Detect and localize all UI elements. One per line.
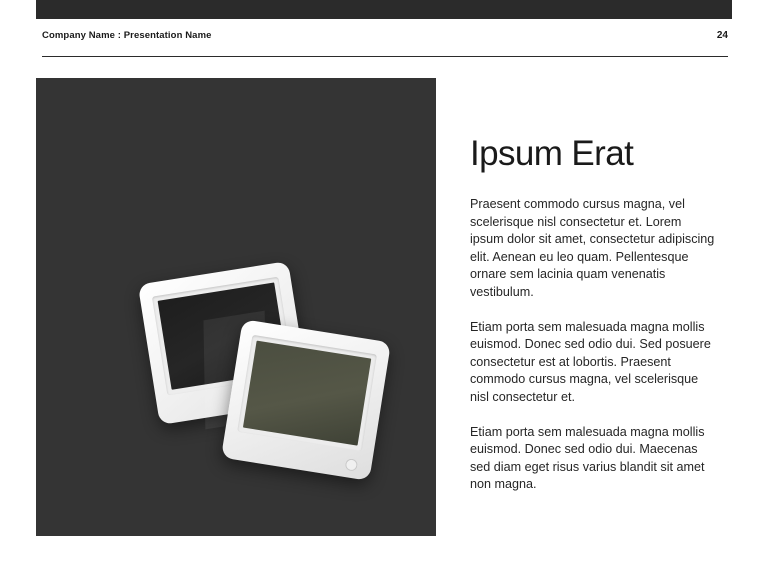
- photo-slide-front: [221, 319, 391, 481]
- page-number: 24: [716, 30, 728, 41]
- photo-slide-front-mat: [237, 335, 377, 452]
- headline: Ipsum Erat: [470, 134, 634, 173]
- photo-slide-front-dot-icon: [345, 458, 359, 472]
- photo-slide-front-image: [243, 341, 371, 446]
- body-paragraph-2: Etiam porta sem malesuada magna mollis euismod. Donec sed odio dui. Sed posuere consectetur est at lobortis. Praesent commodo cursus magna, vel scelerisque nisl consectetur et.: [470, 319, 711, 404]
- top-accent-bar: [36, 0, 732, 19]
- content-column: [470, 134, 718, 494]
- header-title: Company Name : Presentation Name: [42, 30, 212, 41]
- image-panel: [36, 78, 436, 536]
- slide-header: [42, 30, 728, 57]
- body-paragraph-1: Praesent commodo cursus magna, vel scelerisque nisl consectetur et. Lorem ipsum dolor sit amet, consectetur adipiscing elit. Aenean eu leo quam. Pellentesque ornare sem lacinia quam venenatis vestibulum.: [470, 197, 715, 299]
- body-paragraph-3: Etiam porta sem malesuada magna mollis euismod. Donec sed odio dui. Maecenas sed diam eget risus varius blandit sit amet non magna.: [470, 424, 705, 492]
